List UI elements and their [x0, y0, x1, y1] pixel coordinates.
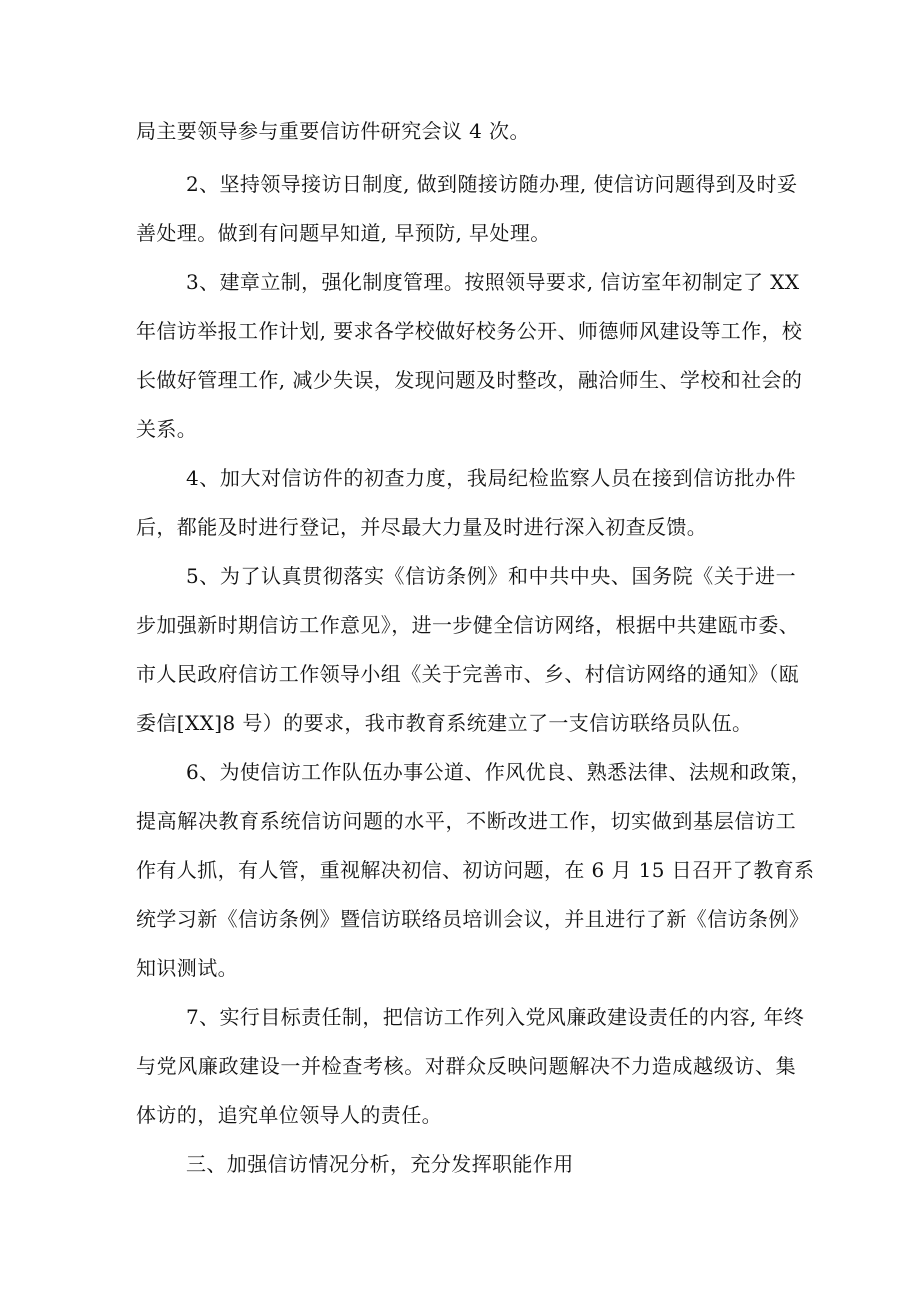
- paragraph-3-line-1: 3、建章立制，强化制度管理。按照领导要求, 信访室年初制定了 XX: [186, 270, 800, 294]
- paragraph-2-line-2: 善处理。做到有问题早知道, 早预防, 早处理。: [136, 221, 551, 245]
- paragraph-2-line-1: 2、坚持领导接访日制度, 做到随接访随办理, 使信访问题得到及时妥: [186, 172, 798, 196]
- paragraph-5-line-3: 市人民政府信访工作领导小组《关于完善市、乡、村信访网络的通知》（瓯: [136, 662, 800, 686]
- paragraph-6-line-5: 知识测试。: [136, 956, 238, 980]
- paragraph-6-line-4: 统学习新《信访条例》暨信访联络员培训会议，并且进行了新《信访条例》: [136, 907, 810, 931]
- section-heading: 三、加强信访情况分析，充分发挥职能作用: [186, 1152, 574, 1176]
- paragraph-6-line-3: 作有人抓，有人管，重视解决初信、初访问题，在 6 月 15 日召开了教育系: [136, 858, 815, 882]
- paragraph-6-line-1: 6、为使信访工作队伍办事公道、作风优良、熟悉法律、法规和政策，: [186, 760, 812, 784]
- paragraph-5-line-4: 委信[XX]8 号）的要求，我市教育系统建立了一支信访联络员队伍。: [136, 711, 753, 735]
- paragraph-4-line-1: 4、加大对信访件的初查力度，我局纪检监察人员在接到信访批办件: [186, 466, 796, 490]
- paragraph-6-line-2: 提高解决教育系统信访问题的水平，不断改进工作，切实做到基层信访工: [136, 809, 796, 833]
- paragraph-7-line-3: 体访的，追究单位领导人的责任。: [136, 1103, 442, 1127]
- paragraph-5-line-1: 5、为了认真贯彻落实《信访条例》和中共中央、国务院《关于进一: [186, 564, 796, 588]
- paragraph-7-line-1: 7、实行目标责任制，把信访工作列入党风廉政建设责任的内容, 年终: [186, 1005, 805, 1029]
- paragraph-1-line-1: 局主要领导参与重要信访件研究会议 4 次。: [136, 119, 530, 143]
- paragraph-5-line-2: 步加强新时期信访工作意见》，进一步健全信访网络，根据中共建瓯市委、: [136, 613, 800, 637]
- paragraph-7-line-2: 与党风廉政建设一并检查考核。对群众反映问题解决不力造成越级访、集: [136, 1054, 796, 1078]
- paragraph-3-line-4: 关系。: [136, 417, 198, 441]
- paragraph-3-line-3: 长做好管理工作, 减少失误，发现问题及时整改，融洽师生、学校和社会的: [136, 368, 803, 392]
- paragraph-4-line-2: 后，都能及时进行登记，并尽最大力量及时进行深入初查反馈。: [136, 515, 708, 539]
- paragraph-3-line-2: 年信访举报工作计划, 要求各学校做好校务公开、师德师风建设等工作，校: [136, 319, 803, 343]
